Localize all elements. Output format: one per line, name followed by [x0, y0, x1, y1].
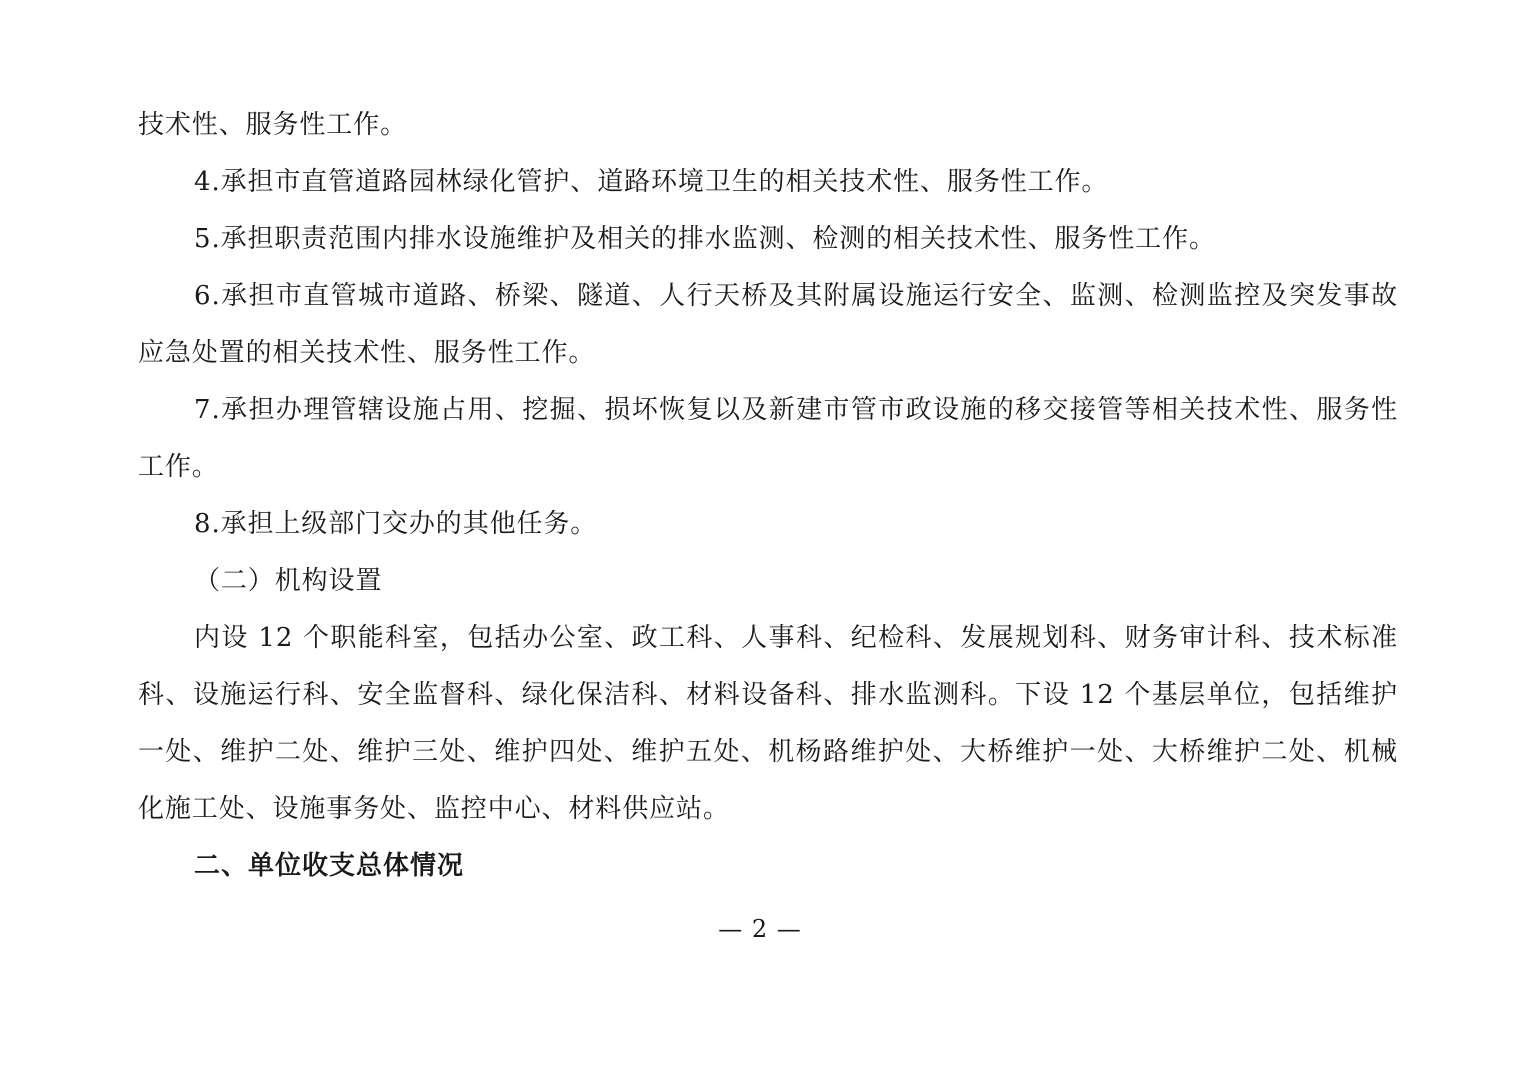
- paragraph-continuation: 技术性、服务性工作。: [138, 110, 408, 140]
- sub-heading-organization: （二）机构设置: [194, 566, 383, 596]
- paragraph-item-7: 7.承担办理管辖设施占用、挖掘、损坏恢复以及新建市管市政设施的移交接管等相关技术性、服务性工作。: [138, 395, 1398, 482]
- document-body: [138, 97, 1398, 895]
- paragraph-item-5: 5.承担职责范围内排水设施维护及相关的排水监测、检测的相关技术性、服务性工作。: [194, 224, 1216, 254]
- section-heading-budget: 二、单位收支总体情况: [194, 851, 465, 881]
- paragraph-organization-details: 内设 12 个职能科室，包括办公室、政工科、人事科、纪检科、发展规划科、财务审计科、技术标准科、设施运行科、安全监督科、绿化保洁科、材料设备科、排水监测科。下设 12 个基层单位，包括维护一处、维护二处、维护三处、维护四处、维护五处、机杨路维护处、大桥维护一处、大桥维护二处、机械化施工处、设施事务处、监控中心、材料供应站。: [138, 623, 1398, 824]
- paragraph-item-4: 4.承担市直管道路园林绿化管护、道路环境卫生的相关技术性、服务性工作。: [194, 167, 1109, 197]
- paragraph-item-6: 6.承担市直管城市道路、桥梁、隧道、人行天桥及其附属设施运行安全、监测、检测监控及突发事故应急处置的相关技术性、服务性工作。: [138, 281, 1398, 368]
- page-number: — 2 —: [718, 915, 802, 943]
- paragraph-item-8: 8.承担上级部门交办的其他任务。: [194, 509, 598, 539]
